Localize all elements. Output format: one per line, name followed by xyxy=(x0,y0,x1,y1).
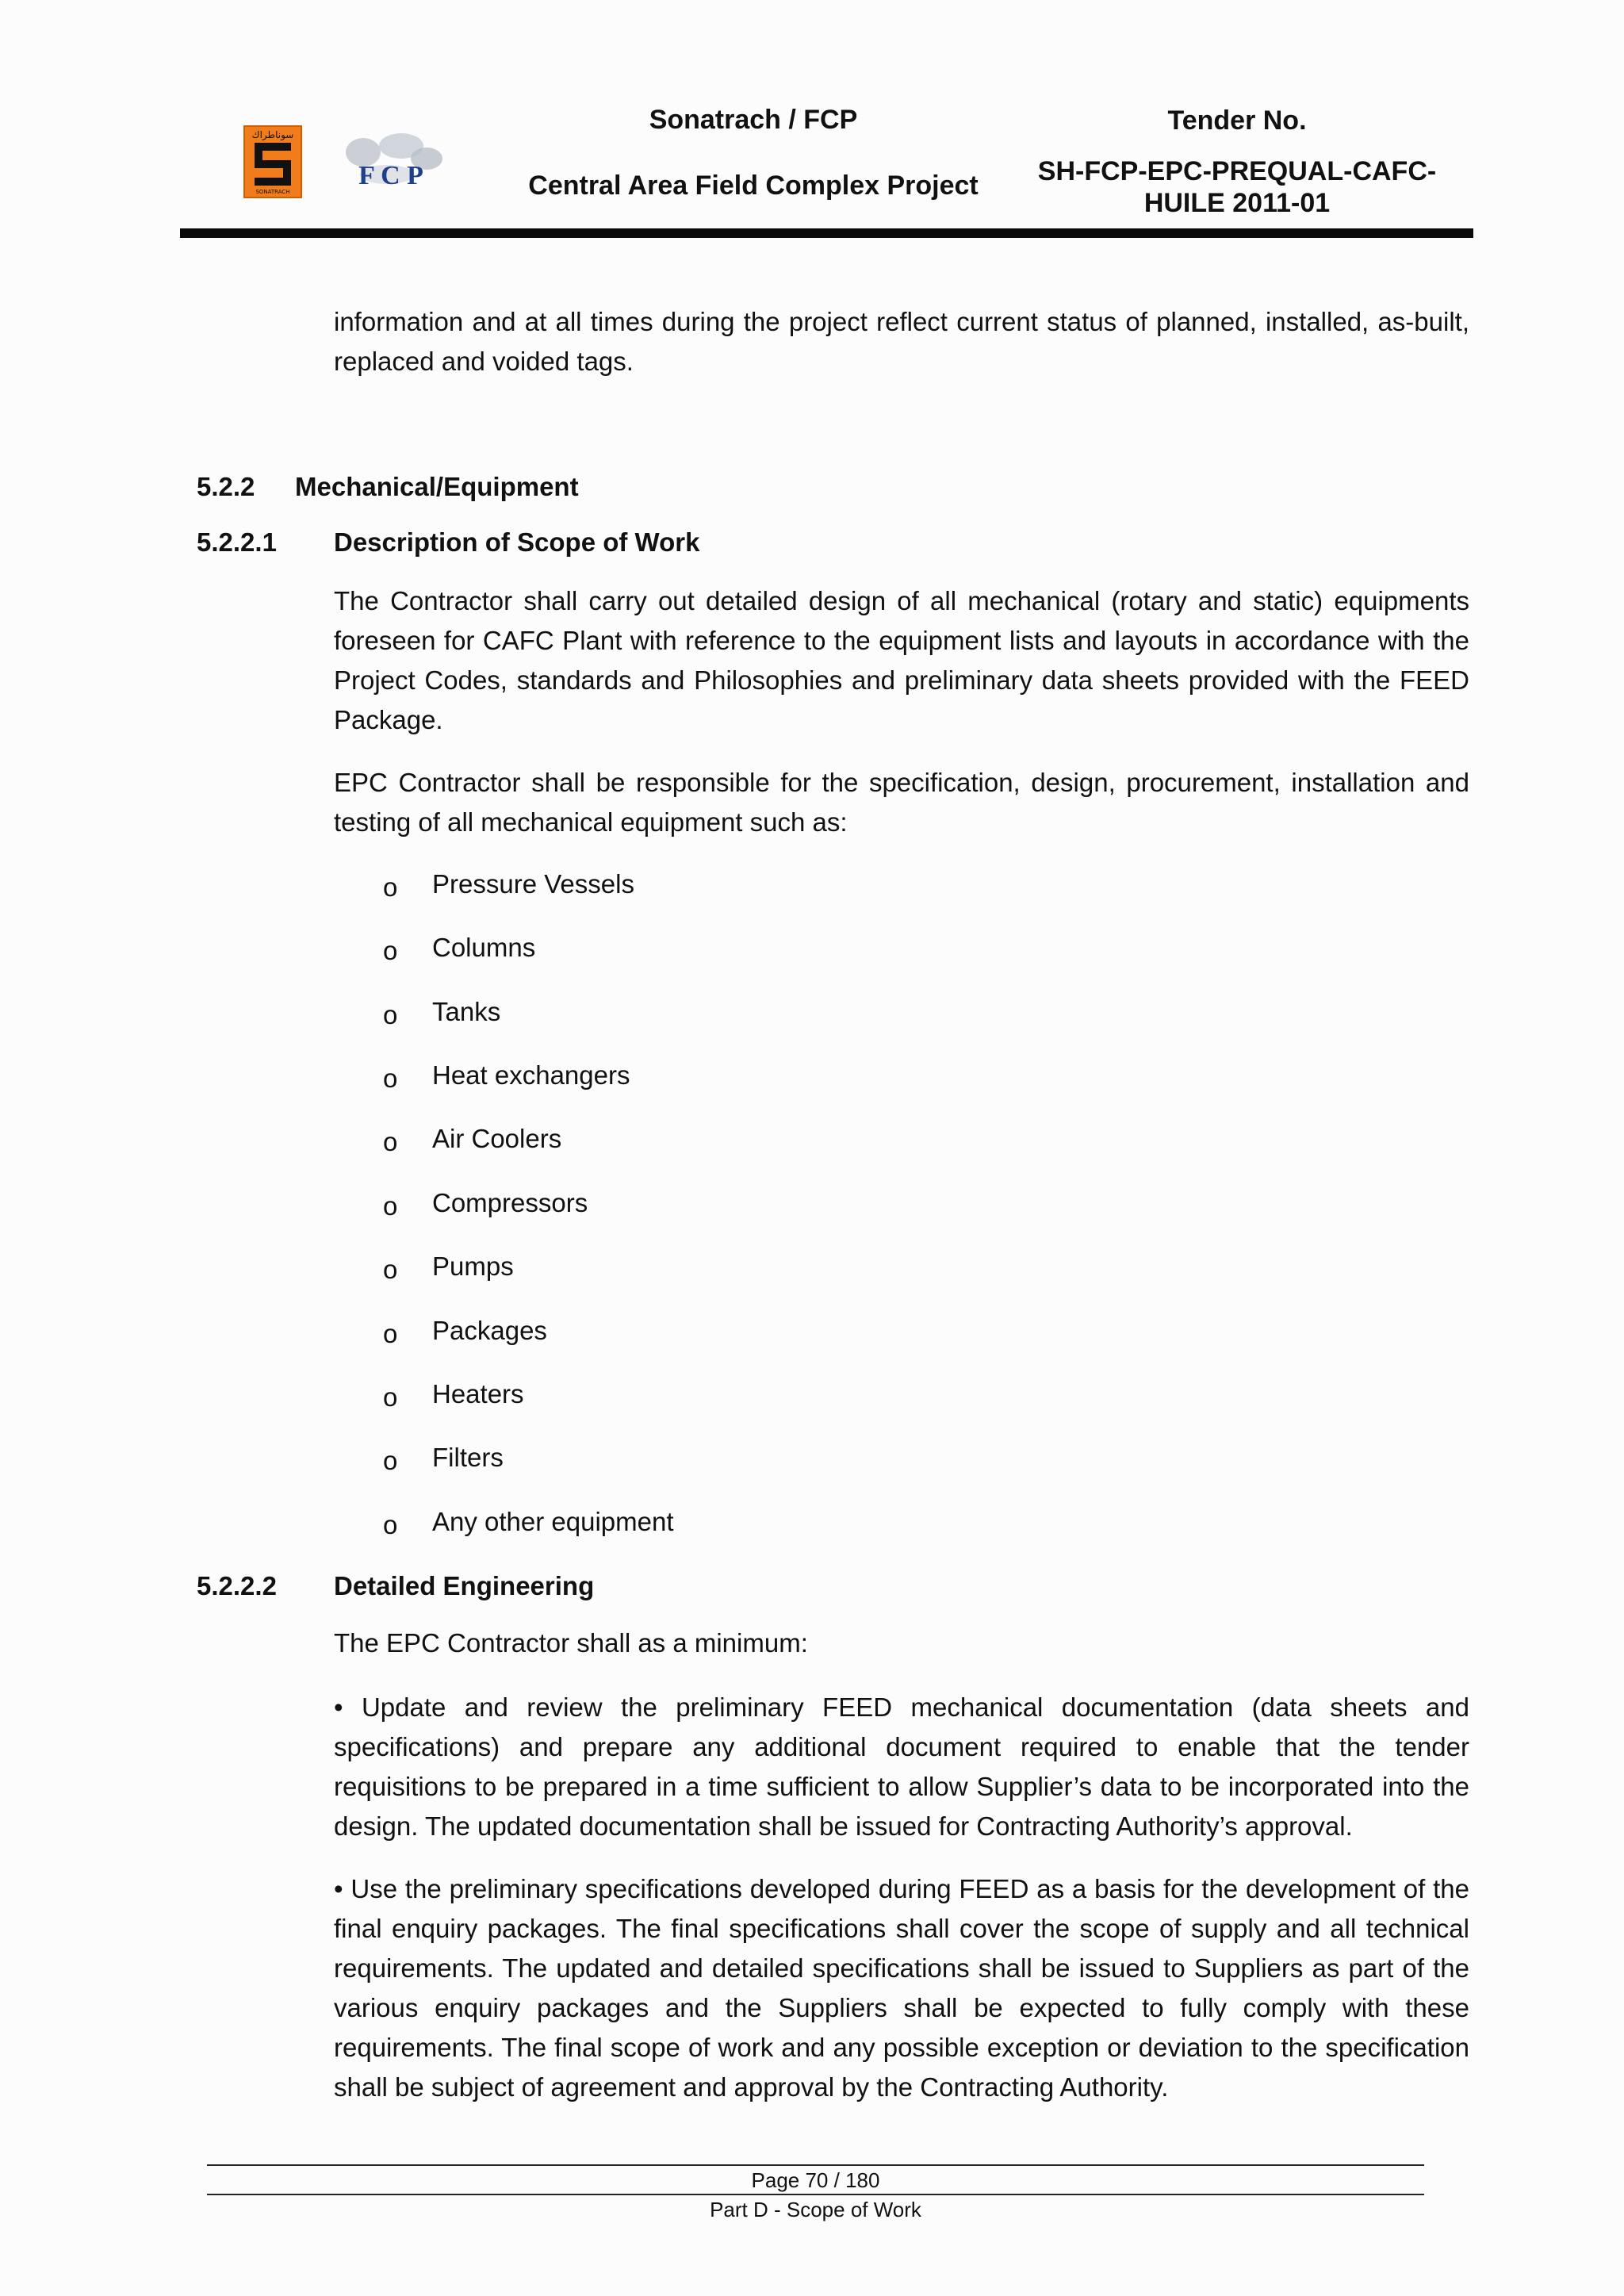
fcp-wordmark: F C P xyxy=(358,161,423,190)
section-5222-number: 5.2.2.2 xyxy=(197,1571,277,1600)
section-522-number: 5.2.2 xyxy=(197,472,255,501)
section-522-title: Mechanical/Equipment xyxy=(295,472,579,501)
list-bullet: o xyxy=(383,1446,398,1475)
detailed-engineering-intro: The EPC Contractor shall as a minimum: xyxy=(334,1628,808,1658)
equipment-item: Columns xyxy=(432,933,536,962)
list-bullet: o xyxy=(383,1000,398,1029)
fcp-logo-mark xyxy=(331,128,450,200)
detailed-engineering-point-2: • Use the preliminary specifications developed during FEED as a basis for the development of the final enquiry packages. The final specifications shall cover the scope of supply and all technical requirements. The updated and detailed specifications shall be issued to Suppliers as part of the various enquiry packages and the Suppliers shall be expected to fully comply with these requirements. The final scope of work and any possible exception or deviation to the specification shall be subject of agreement and approval by the Contracting Authority. xyxy=(334,1874,1469,2102)
intro-paragraph: information and at all times during the project reflect current status of planned, installed, as-built, replaced and voided tags. xyxy=(334,307,1469,376)
equipment-item: Pressure Vessels xyxy=(432,869,634,899)
header-project-name: Central Area Field Complex Project xyxy=(528,171,979,201)
equipment-item: Tanks xyxy=(432,997,501,1026)
section-5221-number: 5.2.2.1 xyxy=(197,527,277,557)
header-divider xyxy=(180,228,1473,238)
list-bullet: o xyxy=(383,1255,398,1284)
header-company-project: Sonatrach / FCP xyxy=(649,105,858,135)
list-bullet: o xyxy=(383,1382,398,1412)
footer-page-number: Page 70 / 180 xyxy=(751,2168,880,2192)
sonatrach-arabic-wordmark: سوناطراك xyxy=(251,129,294,140)
footer-top-rule xyxy=(207,2164,1424,2166)
detailed-engineering-point-1: • Update and review the preliminary FEED mechanical documentation (data sheets and specifications) and prepare any additional document required to enable that the tender requisitions to be prepared in a time sufficient to allow Supplier’s data to be incorporated into the design. The updated documentation shall be issued for Contracting Authority’s approval. xyxy=(334,1692,1469,1841)
scope-paragraph-1: The Contractor shall carry out detailed design of all mechanical (rotary and static) equipments foreseen for CAFC Plant with reference to the equipment lists and layouts in accordance with the Project Codes, standards and Philosophies and preliminary data sheets provided with the FEED Package. xyxy=(334,586,1469,734)
header-tender-number-line1: SH-FCP-EPC-PREQUAL-CAFC- xyxy=(1037,156,1437,186)
list-bullet: o xyxy=(383,1319,398,1348)
sonatrach-wordmark: SONATRACH xyxy=(255,189,290,195)
list-bullet: o xyxy=(383,1127,398,1156)
list-bullet: o xyxy=(383,1510,398,1539)
section-5222-title: Detailed Engineering xyxy=(334,1571,595,1600)
equipment-item: Air Coolers xyxy=(432,1124,562,1153)
list-bullet: o xyxy=(383,872,398,902)
equipment-item: Heat exchangers xyxy=(432,1060,630,1090)
equipment-item: Any other equipment xyxy=(432,1507,674,1536)
equipment-item: Packages xyxy=(432,1316,547,1345)
footer-middle-rule xyxy=(207,2194,1424,2195)
equipment-item: Pumps xyxy=(432,1251,514,1281)
fcp-logo xyxy=(331,128,450,200)
header-tender-number-line2: HUILE 2011-01 xyxy=(1143,188,1331,218)
list-bullet: o xyxy=(383,1191,398,1221)
sonatrach-logo xyxy=(243,125,302,198)
header-tender-label: Tender No. xyxy=(1167,105,1307,136)
list-bullet: o xyxy=(383,1064,398,1093)
list-bullet: o xyxy=(383,936,398,965)
section-5221-title: Description of Scope of Work xyxy=(334,527,700,557)
equipment-item: Compressors xyxy=(432,1188,588,1217)
equipment-item: Filters xyxy=(432,1443,504,1472)
scope-paragraph-2: EPC Contractor shall be responsible for the specification, design, procurement, installation and testing of all mechanical equipment such as: xyxy=(334,768,1469,837)
footer-part-title: Part D - Scope of Work xyxy=(710,2198,921,2221)
sonatrach-logo-mark xyxy=(245,127,301,197)
equipment-item: Heaters xyxy=(432,1379,524,1409)
